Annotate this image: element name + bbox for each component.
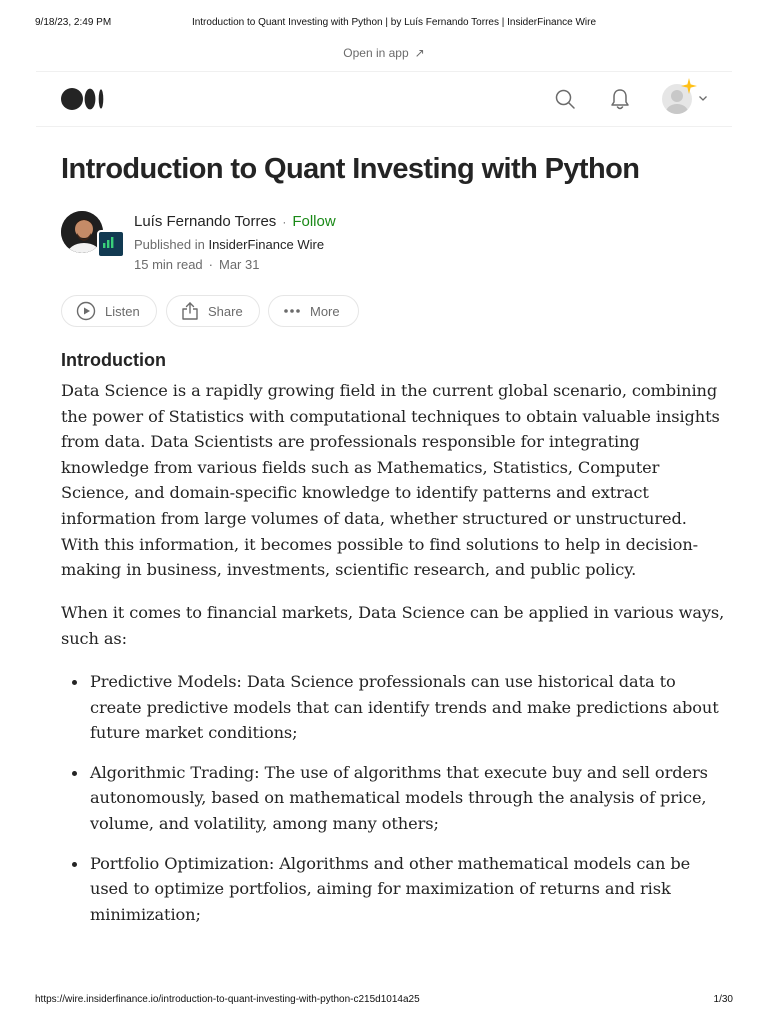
author-name-link[interactable]: Luís Fernando Torres — [134, 213, 277, 230]
medium-logo-icon[interactable] — [61, 88, 105, 110]
sparkle-icon — [681, 78, 697, 94]
more-dots-icon — [283, 308, 301, 314]
listen-label: Listen — [105, 303, 140, 319]
read-time: 15 min read — [134, 257, 203, 272]
published-in-label: Published in — [134, 237, 205, 252]
list-item: Algorithmic Trading: The use of algorithms that execute buy and sell orders autonomously, based on mathematical models through the analysis of price, volume, and volatility, among many others; — [61, 760, 725, 837]
publish-date: Mar 31 — [219, 257, 260, 272]
list-item: Portfolio Optimization: Algorithms and other mathematical models can be used to optimize portfolios, aiming for maximization of returns and risk minimization; — [61, 851, 725, 928]
bell-icon[interactable] — [609, 87, 631, 111]
separator-dot: · — [282, 215, 287, 229]
print-footer — [35, 994, 733, 1008]
open-in-app-link[interactable] — [0, 46, 768, 60]
print-doc-title: Introduction to Quant Investing with Python | by Luís Fernando Torres | InsiderFinance Wire — [191, 17, 597, 28]
play-icon — [76, 301, 96, 321]
share-button[interactable] — [166, 295, 260, 327]
bullet-list — [61, 669, 725, 941]
follow-button[interactable]: Follow — [292, 213, 336, 230]
chevron-down-icon — [698, 94, 708, 102]
search-icon[interactable] — [554, 88, 576, 110]
publication-logo-icon[interactable] — [97, 230, 125, 258]
share-icon — [181, 301, 199, 321]
article-meta — [134, 257, 259, 272]
open-in-app-label: Open in app — [343, 46, 409, 60]
section-heading: Introduction — [61, 350, 166, 370]
print-datetime: 9/18/23, 2:49 PM — [35, 17, 112, 28]
publication-line — [134, 237, 324, 252]
paragraph-2: When it comes to financial markets, Data Science can be applied in various ways, such as: — [61, 603, 725, 648]
share-label: Share — [208, 303, 243, 319]
list-item: Predictive Models: Data Science professionals can use historical data to create predictive models that can identify trends and make predictions about future market conditions; — [61, 669, 725, 746]
external-arrow-icon: ↗ — [414, 46, 425, 60]
listen-button[interactable] — [61, 295, 157, 327]
user-menu[interactable] — [662, 82, 710, 116]
paragraph-1: Data Science is a rapidly growing field in the current global scenario, combining the power of Statistics with computational techniques to obtain valuable insights from data. Data Scientists are professionals responsible for integrating knowledge from various fields such as Mathematics, Statistics, Computer Science, and domain-specific knowledge to identify patterns and extract information from large volumes of data, whether structured or unstructured. With this information, it becomes possible to find solutions to help in decision-making in business, investments, scientific research, and public policy. — [61, 381, 720, 580]
top-navigation-bar — [36, 71, 732, 127]
separator-dot: · — [208, 257, 213, 272]
page-number: 1/30 — [713, 994, 733, 1005]
print-header — [35, 17, 733, 31]
print-url: https://wire.insiderfinance.io/introduction-to-quant-investing-with-python-c215d1014a25 — [35, 994, 420, 1005]
more-button[interactable] — [268, 295, 359, 327]
article-title: Introduction to Quant Investing with Python — [61, 153, 640, 185]
author-line — [134, 213, 336, 230]
more-label: More — [310, 303, 340, 319]
publication-link[interactable]: InsiderFinance Wire — [208, 237, 325, 252]
